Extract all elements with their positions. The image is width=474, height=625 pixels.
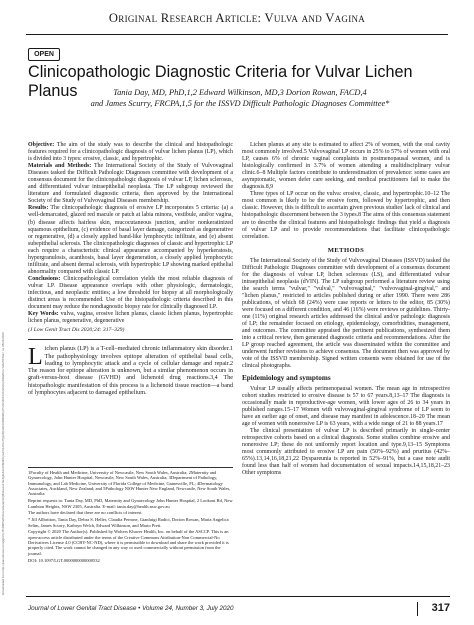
right-column — [242, 142, 450, 477]
copyright-footnote: Copyright © 2020 The Author(s). Published by Wolters Kluwer Health, Inc. on behalf of the ASCCP. This is an open-access article distributed under the terms of the Creative Commons Attribution-Non Commercial-No Derivatives License 4.0 (CCBY-NC-ND), where it is permissible to download and share the work provided it is properly cited. The work cannot be changed in any way or used commercially without permission from the journal. — [28, 529, 229, 556]
results-label: Results: — [28, 205, 49, 212]
abstract-methods — [28, 163, 233, 205]
affiliations-footnote: 1Faculty of Health and Medicine, University of Newcastle, New South Wales, Australia; 2Maternity and Gynaecology, John Hunter Hospital, Newcastle, New South Wales, Australia; 3Department of Pathology, Immunology, and Lab Medicine, University of Florida College of Medicine, Gainesville, FL; 4Dermatology Associates, Auckland, New Zealand; and 5Pathology NSW Hunter New England, Newcastle, New South Wales, Australia — [28, 470, 231, 497]
introduction-paragraph — [28, 346, 233, 397]
committee-footnote: * Jill Allbritton, Tania Day, Debra S. Heller, Claudia Perrone, Gianluigi Radici, Dorion Rowan, Maria Angelica Selim, James Scurry, Kathryn Welch, Edward Wilkinson, and Mario Preti. — [28, 517, 229, 528]
introduction-text: ichen planus (LP) is a T-cell–mediated chronic inflammatory skin disorder.1 The pathophysiology involves epitope alteration of epithelial basal cells, leading to lymphocytic attack and a cycle of cellular damage and repair.2 The reason for epitope alteration is unknown, but a similar phenomenon occurs in graft-versus-host disease (GVHD) and lichenoid drug reactions.3,4 The histopathologic manifestation of this process is a lichenoid tissue reaction—a band of lymphocytes adjacent to damaged epithelium. — [28, 346, 233, 397]
abstract — [28, 142, 233, 334]
epidemiology-heading: Epidemiology and symptoms — [242, 374, 331, 383]
page-footer — [26, 596, 450, 618]
running-header — [0, 0, 474, 38]
epidemiology-paragraph: Vulvar LP usually affects perimenopausal women. The mean age in retrospective cohort studies restricted to erosive disease is 57 to 67 years.8,13–17 The diagnosis is occasionally made in reproductive-age women, with lower ages of 26 to 34 years in published ranges.15–17 Women with vulvovaginal-gingival syndrome of LP seem to have an earlier age of onset, and disease may manifest in adolescence.18–20 The mean age of women with nonerosive LP is 63 years, with a wide range of 21 to 88 years.17 — [242, 385, 450, 427]
section-heading: Original Research Article: Vulva and Vagina — [108, 11, 366, 25]
left-column — [28, 142, 233, 397]
conflict-footnote: The authors have declared that there are no conflicts of interest. — [28, 510, 143, 516]
types-paragraph: Three types of LP occur on the vulva: erosive, classic, and hypertrophic.10–12 The most common is likely to be the erosive form, followed by hypertrophic, and then classic. However, this is difficult to ascertain given previous studies' lack of clinical and histopathologic discernment between the 3 types.8 The aims of this consensus statement are to describe the clinical features and histopathologic findings that yield a diagnosis of vulvar LP and to provide recommendations that facilitate clinicopathologic correlation. — [242, 191, 450, 240]
results-text: The clinicopathologic diagnosis of erosive LP incorporates 5 criteria: (a) a well-demarcated, glazed red macule or patch at labia minora, vestibule, and/or vagina, (b) disease affects hairless skin, mucocutaneous junction, and/or nonkeratinized squamous epithelium, (c) evidence of basal layer damage, categorized as degenerative or regenerative, (d) a closely applied band-like lymphocytic infiltrate, and (e) absent subepithelial sclerosis. The clinicopathologic diagnoses of classic and hypertrophic LP each require a characteristic clinical appearance accompanied by hyperkeratosis, hypergranulosis, acanthosis, basal layer degeneration, a closely applied lymphocytic infiltrate, and absent dermal sclerosis, with hypertrophic LP showing marked epithelial abnormality compared with classic LP. — [28, 205, 233, 275]
journal-citation: (J Low Genit Tract Dis 2020;24: 317–329) — [28, 327, 125, 334]
methods-label: Materials and Methods: — [28, 163, 92, 170]
footnote-divider — [28, 467, 233, 468]
footer-divider — [26, 596, 450, 597]
conclusions-text: Clinicopathological correlation yields the most reliable diagnosis of vulvar LP. Disease appearance overlaps with other physiologic, dermatologic, infectious, and neoplastic entities; a low threshold for biopsy at all morphologically distinct areas is recommended. Use of the histopathologic criteria described in this document may reduce the nondiagnostic biopsy rate for clinically diagnosed LP. — [28, 275, 233, 311]
objective-text: The aim of the study was to describe the clinical and histopathologic features required for a clinicopathologic diagnosis of vulvar lichen planus (LP), which is divided into 3 types: erosive, classic, and hypertrophic. — [28, 142, 233, 163]
prevalence-paragraph: Lichen planus at any site is estimated to affect 2% of women, with the oral cavity most commonly involved.5 Vulvovaginal LP occurs in 25% to 57% of women with oral LP, causes 6% of chronic vaginal complaints in postmenopausal women, and is histologically confirmed in 3.7% of women attending a multidisciplinary vulvar clinic.6–8 Multiple factors contribute to underestimation of prevalence: some cases are asymptomatic, women defer care seeking, and medical practitioners fail to make the diagnosis.8,9 — [242, 142, 450, 191]
abstract-divider — [28, 339, 233, 340]
abstract-objective — [28, 142, 233, 163]
drop-cap: L — [28, 344, 43, 371]
doi-footnote: DOI: 10.1097/LGT.0000000000000532 — [28, 557, 100, 563]
footer-separator — [417, 602, 418, 616]
download-watermark-text: Downloaded from http://journals.lww.com/jlgtd by BhDMf5ePHKav1zEoum1tQfN4a+kJLhEZgbsIHo4XMi0hCywCX1AWnYQp/IlQrHD3i3D0OdRyi7TvSFl4Cf3VC4/OAVpDDa8K2+Ya6H515kE= on 08/24/2020 — [1, 332, 5, 595]
page-number: 317 — [431, 602, 450, 614]
conclusions-label: Conclusions: — [28, 275, 61, 282]
methods-paragraph: The International Society of the Study of Vulvovaginal Diseases (ISSVD) tasked the Difficult Pathologic Diagnoses committee with development of a consensus document for the diagnosis of vulvar LP, lichen sclerosus (LS), and differentiated vulvar intraepithelial neoplasia (dVIN). The LP subgroup performed a literature review using the search terms "vulvar," "vulval," "vulvovaginal," "vulvovaginal-gingival," and "lichen planus," restricted to articles published during or after 1990. There were 286 publications, of which 68 (24%) were case reports or letters to the editor, 85 (30%) were focused on a different condition, and 46 (16%) were reviews or guidelines. Thirty-one (11%) original research articles addressed the clinical and/or pathologic diagnosis of LP; the remainder focused on etiology, epidemiology, comorbidities, management, and outcomes. The committee appraised the pertinent publications, synthesized them into a critical review, then generated diagnostic criteria and recommendations. After the LP group reached agreement, the article was disseminated within the committee and underwent further revisions to achieve consensus. The document then was approved by vote of the ISSVD membership. Signed written consents were obtained for use of the clinical photographs. — [242, 257, 450, 370]
footnotes — [28, 467, 233, 565]
methods-text: The International Society of the Study of Vulvovaginal Diseases tasked the Difficult Pathologic Diagnoses committee with development of a consensus document for the clinicopathologic diagnosis of vulvar LP, lichen sclerosus, and differentiated vulvar intraepithelial neoplasia. The LP subgroup reviewed the literature and formulated diagnostic criteria, then approved by the International Society of the Study of Vulvovaginal Diseases membership. — [28, 163, 233, 205]
author-line-2: and James Scurry, FRCPA,1,5 for the ISSVD Difficult Pathologic Diagnoses Committee* — [90, 98, 390, 108]
abstract-results — [28, 205, 233, 275]
abstract-conclusions — [28, 276, 233, 311]
open-access-badge: OPEN — [28, 48, 60, 61]
author-line-1: Tania Day, MD, PhD,1,2 Edward Wilkinson, MD,3 Dorion Rowan, FACD,4 — [113, 88, 367, 97]
journal-footer: Journal of Lower Genital Tract Disease • Volume 24, Number 3, July 2020 — [28, 605, 234, 612]
header-divider — [26, 34, 448, 35]
author-list — [40, 88, 440, 109]
presentation-paragraph: The clinical presentation of vulvar LP is described primarily in single-center retrospective cohorts based on a clinical diagnosis. Some studies combine erosive and nonerosive LP; these do not uniformly report location and type.9,13–15 Symptoms most commonly attributed to erosive LP are pain (50%–92%) and pruritus (42%–65%).13,14,16,18,21,22 Dyspareunia is reported in 52%–91%, but a case note audit found less than half of women had documentation of sexual impacts.14,15,18,21–23 Other symptoms — [242, 427, 450, 477]
download-watermark — [1, 115, 9, 595]
keywords-label: Key Words: — [28, 311, 59, 318]
objective-label: Objective: — [28, 142, 55, 148]
keywords-text: vulva, vagina, erosive lichen planus, classic lichen planus, hypertrophic lichen planus, regenerative, degenerative — [28, 311, 233, 325]
reprint-footnote: Reprint requests to: Tania Day, MD, PhD, Maternity and Gynaecology John Hunter Hospital, 2 Lookout Rd, New Lambton Heights, NSW 2305, Australia. E-mail: tania.day@health.nsw.gov.au — [28, 498, 233, 509]
abstract-keywords — [28, 311, 233, 325]
article-title: Clinicopathologic Diagnostic Criteria for Vulvar Lichen Planus — [28, 63, 413, 100]
methods-heading: METHODS — [327, 246, 365, 254]
